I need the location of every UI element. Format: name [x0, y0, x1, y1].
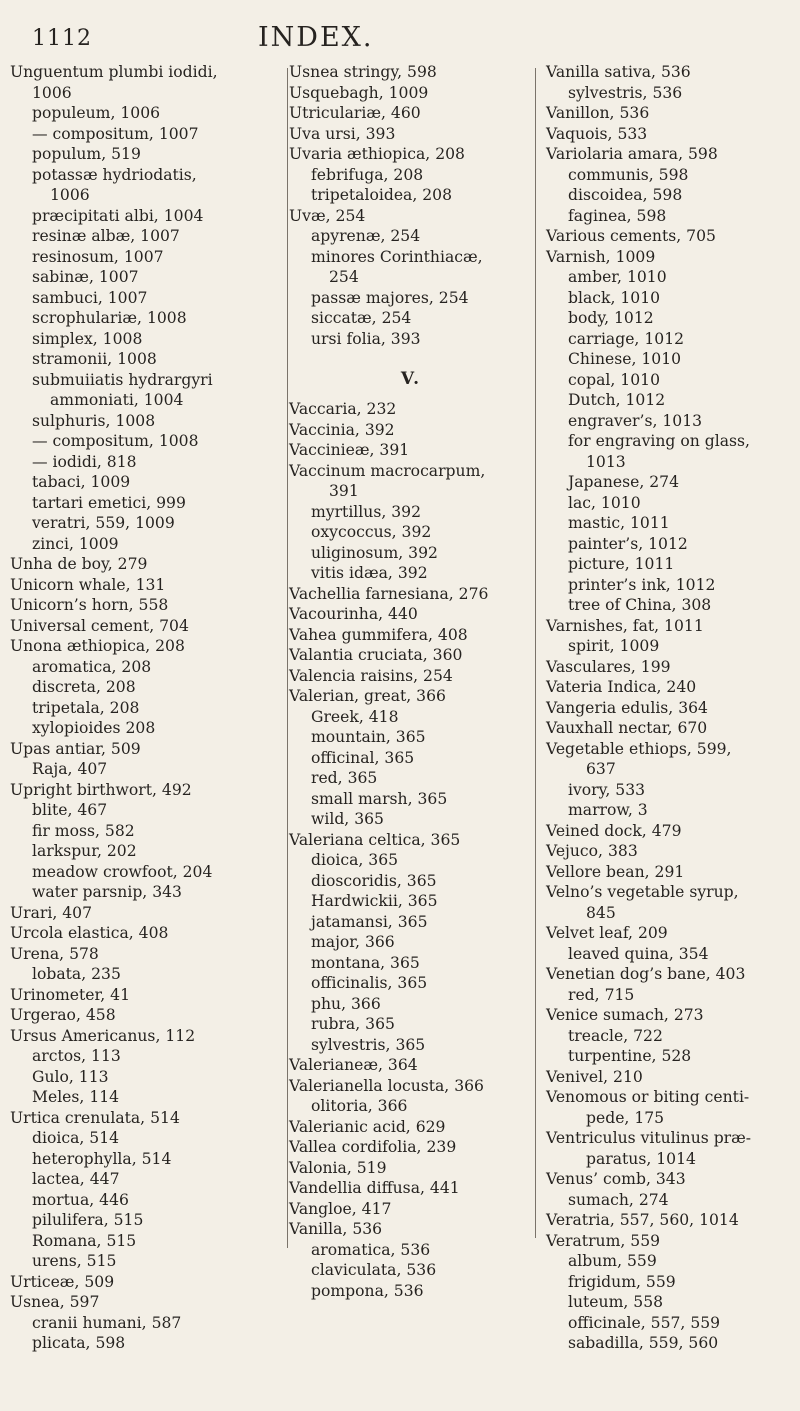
- index-subentry: album, 559: [568, 1252, 657, 1270]
- index-entry: Variolaria amara, 598: [546, 145, 718, 163]
- index-subentry: phu, 366: [311, 994, 381, 1013]
- index-entry: Unguentum plumbi iodidi,: [10, 63, 218, 81]
- index-subentry: tripetaloidea, 208: [311, 186, 453, 204]
- index-entry: Vangloe, 417: [289, 1199, 392, 1218]
- index-subentry: potassæ hydriodatis,: [32, 165, 197, 184]
- index-subentry: pede, 175: [586, 1108, 665, 1127]
- index-entry: Urari, 407: [10, 903, 93, 922]
- index-entry: Vateria Indica, 240: [546, 678, 697, 696]
- index-entry: Veratrum, 559: [546, 1231, 661, 1250]
- index-subentry: amber, 1010: [568, 268, 667, 286]
- index-subentry: officinalis, 365: [311, 974, 428, 992]
- index-subentry: tabaci, 1009: [32, 473, 131, 491]
- index-subentry: resinæ albæ, 1007: [32, 227, 180, 245]
- index-subentry: paratus, 1014: [586, 1149, 696, 1168]
- index-subentry: meadow crowfoot, 204: [32, 862, 213, 881]
- index-subentry: myrtillus, 392: [311, 502, 422, 521]
- index-entry: Vachellia farnesiana, 276: [289, 584, 489, 603]
- index-subentry: Chinese, 1010: [568, 350, 682, 368]
- index-entry: Vanillon, 536: [546, 104, 650, 122]
- index-entry: Urgerao, 458: [10, 1006, 116, 1024]
- index-subentry: 845: [586, 903, 616, 922]
- index-entry: Vanilla sativa, 536: [546, 63, 691, 81]
- index-entry: Universal cement, 704: [10, 616, 189, 635]
- index-column-2: [289, 62, 533, 1301]
- index-subentry: scrophulariæ, 1008: [32, 309, 187, 327]
- index-entry: Utriculariæ, 460: [289, 104, 421, 122]
- index-entry: Usnea stringy, 598: [289, 63, 437, 81]
- index-subentry: carriage, 1012: [568, 329, 685, 348]
- index-entry: Uva ursi, 393: [289, 124, 396, 143]
- index-subentry: uliginosum, 392: [311, 543, 438, 562]
- index-subentry: mountain, 365: [311, 728, 426, 746]
- index-subentry: Hardwickii, 365: [311, 892, 438, 910]
- index-subentry: larkspur, 202: [32, 842, 137, 860]
- index-subentry: populum, 519: [32, 145, 141, 163]
- index-subentry: — compositum, 1007: [32, 124, 199, 143]
- index-subentry: jatamansi, 365: [311, 912, 428, 931]
- index-subentry: rubra, 365: [311, 1015, 395, 1033]
- index-subentry: 1006: [50, 186, 90, 204]
- index-subentry: turpentine, 528: [568, 1047, 692, 1065]
- page-header: [0, 12, 800, 56]
- index-subentry: sambuci, 1007: [32, 288, 148, 307]
- column-divider: [535, 68, 536, 1238]
- index-subentry: dioica, 514: [32, 1129, 120, 1147]
- index-entry: Unha de boy, 279: [10, 555, 148, 573]
- index-subentry: cranii humani, 587: [32, 1313, 182, 1332]
- index-entry: Valerianic acid, 629: [289, 1117, 446, 1136]
- index-entry: Varnishes, fat, 1011: [546, 616, 704, 635]
- index-subentry: communis, 598: [568, 165, 689, 184]
- index-subentry: dioica, 365: [311, 851, 399, 869]
- index-subentry: wild, 365: [311, 810, 384, 828]
- index-entry: Valeriana celtica, 365: [289, 830, 461, 849]
- index-subentry: stramonii, 1008: [32, 350, 157, 368]
- index-entry: Vaccinum macrocarpum,: [289, 461, 486, 480]
- index-subentry: heterophylla, 514: [32, 1149, 172, 1168]
- index-entry: Vaccinia, 392: [289, 420, 395, 439]
- index-subentry: small marsh, 365: [311, 789, 448, 808]
- index-subentry: printer’s ink, 1012: [568, 575, 716, 594]
- index-subentry: picture, 1011: [568, 555, 675, 573]
- index-entry: Venice sumach, 273: [546, 1006, 704, 1024]
- index-entry: Valantia cruciata, 360: [289, 646, 463, 664]
- index-entry: Vahea gummifera, 408: [289, 625, 468, 644]
- index-subentry: red, 365: [311, 769, 378, 787]
- index-subentry: ursi folia, 393: [311, 329, 421, 348]
- index-subentry: passæ majores, 254: [311, 288, 469, 307]
- index-entry: Usquebagh, 1009: [289, 83, 429, 102]
- index-subentry: leaved quina, 354: [568, 944, 709, 963]
- index-entry: Vallea cordifolia, 239: [289, 1138, 457, 1156]
- index-subentry: officinale, 557, 559: [568, 1313, 721, 1332]
- index-subentry: simplex, 1008: [32, 329, 143, 348]
- index-entry: Upas antiar, 509: [10, 739, 141, 758]
- index-subentry: Romana, 515: [32, 1231, 137, 1250]
- index-subentry: black, 1010: [568, 288, 661, 307]
- index-entry: Vellore bean, 291: [546, 862, 685, 881]
- index-subentry: sulphuris, 1008: [32, 411, 156, 430]
- index-subentry: oxycoccus, 392: [311, 523, 432, 541]
- index-entry: Valerianeæ, 364: [289, 1056, 418, 1074]
- page-number: 1112: [32, 26, 92, 51]
- index-subentry: arctos, 113: [32, 1047, 121, 1065]
- index-entry: Velvet leaf, 209: [546, 924, 668, 942]
- index-column-1: [10, 62, 282, 1354]
- index-subentry: aromatica, 208: [32, 657, 152, 676]
- column-divider: [287, 68, 288, 1248]
- index-subentry: febrifuga, 208: [311, 165, 424, 184]
- index-subentry: — compositum, 1008: [32, 432, 199, 450]
- index-entry: Usnea, 597: [10, 1293, 100, 1311]
- index-entry: Vacourinha, 440: [289, 605, 418, 623]
- index-subentry: lac, 1010: [568, 493, 641, 512]
- index-subentry: dioscoridis, 365: [311, 871, 437, 890]
- running-title: INDEX.: [258, 22, 374, 53]
- index-subentry: 1013: [586, 452, 626, 471]
- index-entry: Urena, 578: [10, 944, 99, 963]
- index-entry: Valonia, 519: [289, 1158, 387, 1177]
- index-entry: Veined dock, 479: [546, 821, 682, 840]
- index-subentry: copal, 1010: [568, 370, 660, 389]
- index-subentry: sabadilla, 559, 560: [568, 1334, 719, 1352]
- index-entry: Venetian dog’s bane, 403: [546, 965, 746, 983]
- index-entry: Uvæ, 254: [289, 206, 366, 225]
- index-entry: Varnish, 1009: [546, 247, 656, 266]
- index-subentry: olitoria, 366: [311, 1097, 408, 1115]
- index-entry: Various cements, 705: [546, 227, 716, 245]
- index-subentry: water parsnip, 343: [32, 883, 182, 901]
- index-subentry: treacle, 722: [568, 1026, 663, 1045]
- index-subentry: urens, 515: [32, 1252, 117, 1270]
- index-entry: Vandellia diffusa, 441: [289, 1179, 460, 1197]
- index-subentry: Meles, 114: [32, 1088, 120, 1106]
- index-subentry: 254: [329, 268, 359, 286]
- index-entry: Vaccaria, 232: [289, 400, 397, 418]
- index-entry: Urticeæ, 509: [10, 1272, 115, 1291]
- index-subentry: body, 1012: [568, 309, 654, 327]
- index-subentry: major, 366: [311, 933, 395, 951]
- index-subentry: fir moss, 582: [32, 821, 135, 840]
- index-entry: Uvaria æthiopica, 208: [289, 145, 465, 163]
- index-subentry: tripetala, 208: [32, 698, 140, 717]
- index-subentry: montana, 365: [311, 953, 420, 972]
- index-subentry: apyrenæ, 254: [311, 227, 421, 245]
- index-subentry: discoidea, 598: [568, 186, 683, 204]
- index-subentry: tree of China, 308: [568, 596, 712, 614]
- index-entry: Valerianella locusta, 366: [289, 1076, 484, 1095]
- index-subentry: minores Corinthiacæ,: [311, 247, 483, 266]
- index-subentry: pompona, 536: [311, 1281, 424, 1300]
- index-column-3: [546, 62, 800, 1354]
- index-subentry: plicata, 598: [32, 1334, 126, 1352]
- index-subentry: red, 715: [568, 985, 635, 1004]
- index-subentry: Greek, 418: [311, 707, 399, 726]
- index-entry: Unicorn’s horn, 558: [10, 596, 169, 614]
- index-subentry: painter’s, 1012: [568, 534, 688, 553]
- index-subentry: siccatæ, 254: [311, 309, 412, 327]
- index-entry: Venivel, 210: [546, 1067, 643, 1086]
- index-subentry: sabinæ, 1007: [32, 268, 139, 286]
- index-subentry: spirit, 1009: [568, 637, 660, 655]
- index-subentry: pilulifera, 515: [32, 1211, 144, 1229]
- index-subentry: 1006: [32, 83, 72, 102]
- index-entry: Valerian, great, 366: [289, 687, 446, 705]
- index-subentry: frigidum, 559: [568, 1272, 676, 1291]
- index-entry: Valencia raisins, 254: [289, 666, 453, 685]
- index-entry: Vanilla, 536: [289, 1220, 383, 1238]
- index-subentry: aromatica, 536: [311, 1240, 431, 1259]
- index-subentry: faginea, 598: [568, 206, 667, 225]
- index-subentry: — iodidi, 818: [32, 452, 137, 471]
- index-entry: Vasculares, 199: [546, 657, 671, 676]
- index-subentry: luteum, 558: [568, 1293, 664, 1311]
- index-subentry: lactea, 447: [32, 1170, 120, 1188]
- index-entry: Veratria, 557, 560, 1014: [546, 1211, 739, 1229]
- index-subentry: ammoniati, 1004: [50, 391, 184, 409]
- index-subentry: tartari emetici, 999: [32, 493, 186, 512]
- index-entry: Vangeria edulis, 364: [546, 698, 708, 717]
- index-entry: Venus’ comb, 343: [546, 1170, 686, 1188]
- index-subentry: 391: [329, 482, 359, 500]
- index-entry: Ursus Americanus, 112: [10, 1026, 196, 1045]
- index-subentry: sylvestris, 365: [311, 1035, 426, 1054]
- index-entry: Venomous or biting centi-: [546, 1088, 750, 1106]
- index-subentry: claviculata, 536: [311, 1261, 437, 1279]
- index-entry: Vauxhall nectar, 670: [546, 719, 708, 737]
- index-subentry: Japanese, 274: [568, 473, 680, 491]
- index-entry: Velno’s vegetable syrup,: [546, 883, 739, 901]
- index-subentry: officinal, 365: [311, 748, 415, 767]
- index-subentry: Dutch, 1012: [568, 391, 666, 409]
- index-entry: Urtica crenulata, 514: [10, 1108, 180, 1127]
- index-subentry: mastic, 1011: [568, 514, 670, 532]
- index-entry: Unona æthiopica, 208: [10, 637, 185, 655]
- index-entry: Vejuco, 383: [546, 842, 638, 860]
- index-subentry: Raja, 407: [32, 760, 108, 778]
- index-subentry: zinci, 1009: [32, 534, 119, 553]
- index-subentry: mortua, 446: [32, 1190, 129, 1209]
- index-entry: Vaquois, 533: [546, 124, 648, 143]
- index-subentry: sylvestris, 536: [568, 83, 683, 102]
- index-entry: Vaccinieæ, 391: [289, 441, 410, 459]
- index-subentry: discreta, 208: [32, 678, 136, 696]
- index-entry: Unicorn whale, 131: [10, 575, 166, 594]
- index-entry: Vegetable ethiops, 599,: [546, 739, 732, 758]
- index-entry: Ventriculus vitulinus præ-: [546, 1129, 752, 1147]
- index-subentry: Gulo, 113: [32, 1067, 109, 1086]
- index-subentry: præcipitati albi, 1004: [32, 206, 204, 225]
- section-letter: V.: [400, 369, 422, 389]
- index-entry: Upright birthwort, 492: [10, 780, 192, 799]
- index-subentry: sumach, 274: [568, 1190, 669, 1209]
- index-subentry: blite, 467: [32, 801, 108, 819]
- index-subentry: ivory, 533: [568, 780, 646, 799]
- index-subentry: submuiiatis hydrargyri: [32, 370, 213, 389]
- index-subentry: lobata, 235: [32, 965, 121, 983]
- index-subentry: for engraving on glass,: [568, 432, 750, 450]
- index-subentry: vitis idæa, 392: [311, 564, 428, 582]
- index-entry: Urinometer, 41: [10, 985, 131, 1004]
- index-subentry: veratri, 559, 1009: [32, 514, 175, 532]
- index-subentry: engraver’s, 1013: [568, 411, 703, 430]
- index-subentry: 637: [586, 760, 616, 778]
- index-subentry: populeum, 1006: [32, 104, 161, 122]
- index-entry: Urcola elastica, 408: [10, 924, 169, 942]
- index-subentry: resinosum, 1007: [32, 247, 164, 266]
- index-subentry: xylopioides 208: [32, 719, 156, 737]
- index-subentry: marrow, 3: [568, 801, 648, 819]
